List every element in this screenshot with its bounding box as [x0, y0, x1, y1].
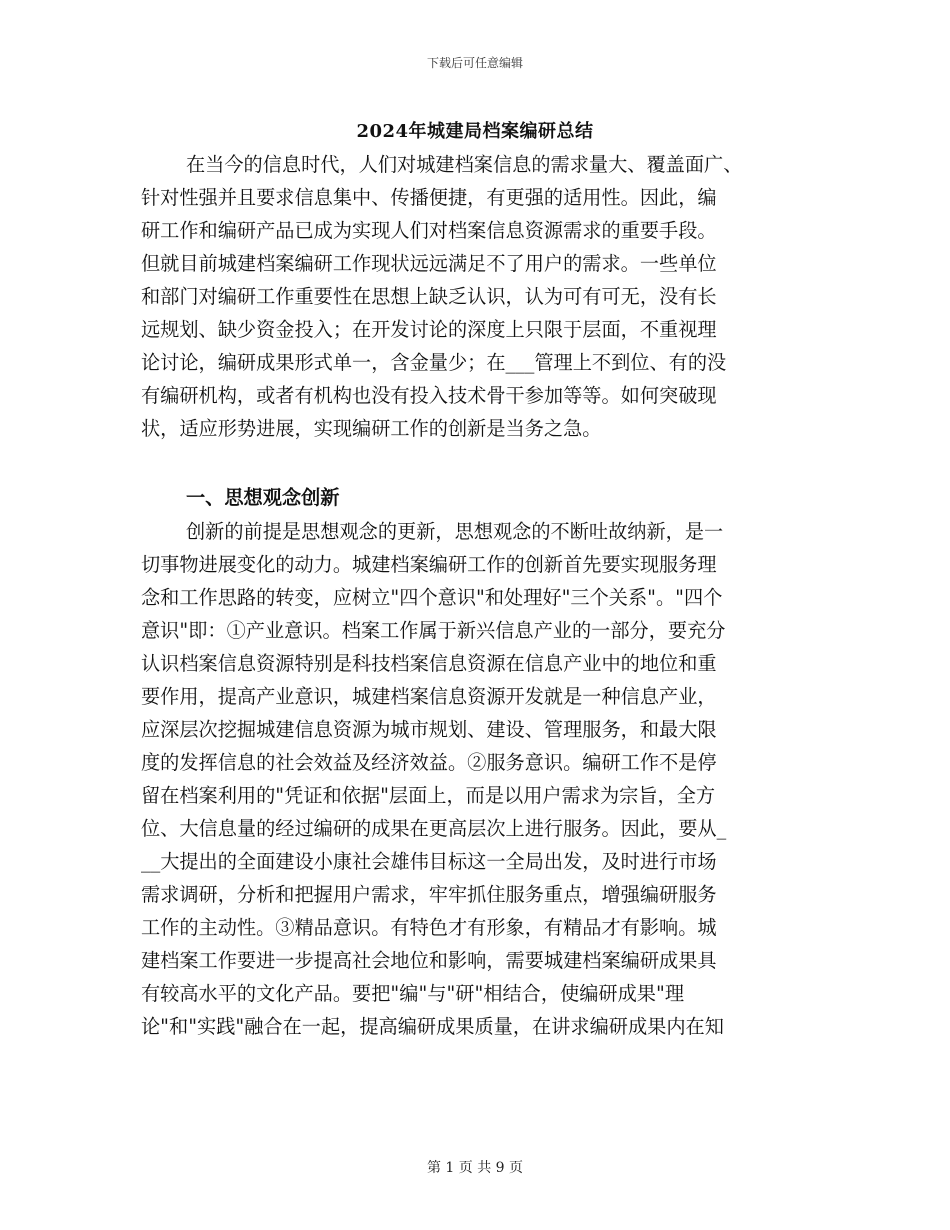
paragraph-line: 念和工作思路的转变，应树立"四个意识"和处理好"三个关系"。"四个 — [141, 586, 723, 609]
page-number-footer: 第 1 页 共 9 页 — [426, 1160, 524, 1176]
paragraph-line: __大提出的全面建设小康社会雄伟目标这一全局出发，及时进行市场 — [141, 850, 717, 873]
section-heading: 一、思想观念创新 — [186, 486, 340, 509]
paragraph-line: 切事物进展变化的动力。城建档案编研工作的创新首先要实现服务理 — [141, 553, 717, 576]
document-title: 2024年城建局档案编研总结 — [356, 121, 594, 142]
paragraph-line: 有较高水平的文化产品。要把"编"与"研"相结合，使编研成果"理 — [141, 982, 685, 1005]
paragraph-line: 度的发挥信息的社会效益及经济效益。②服务意识。编研工作不是停 — [141, 751, 717, 774]
paragraph-line: 但就目前城建档案编研工作现状远远满足不了用户的需求。一些单位 — [141, 252, 717, 275]
paragraph-line: 意识"即：①产业意识。档案工作属于新兴信息产业的一部分，要充分 — [141, 619, 726, 642]
paragraph-line: 工作的主动性。③精品意识。有特色才有形象，有精品才有影响。城 — [141, 916, 717, 939]
paragraph-line: 应深层次挖掘城建信息资源为城市规划、建设、管理服务，和最大限 — [141, 718, 717, 741]
paragraph-line: 和部门对编研工作重要性在思想上缺乏认识，认为可有可无，没有长 — [141, 285, 717, 308]
paragraph-line: 创新的前提是思想观念的更新，思想观念的不断吐故纳新，是一 — [186, 520, 724, 543]
paragraph-line: 远规划、缺少资金投入；在开发讨论的深度上只限于层面，不重视理 — [141, 318, 717, 341]
paragraph-line: 建档案工作要进一步提高社会地位和影响，需要城建档案编研成果具 — [141, 949, 717, 972]
paragraph-line: 状，适应形势进展，实现编研工作的创新是当务之急。 — [141, 417, 602, 440]
paragraph-line: 留在档案利用的"凭证和依据"层面上，而是以用户需求为宗旨，全方 — [141, 784, 716, 807]
header-note: 下载后可任意编辑 — [426, 56, 523, 70]
paragraph-line: 论"和"实践"融合在一起，提高编研成果质量，在讲求编研成果内在知 — [141, 1015, 724, 1038]
paragraph-line: 要作用，提高产业意识，城建档案信息资源开发就是一种信息产业， — [141, 685, 717, 708]
paragraph-line: 针对性强并且要求信息集中、传播便捷，有更强的适用性。因此，编 — [141, 186, 717, 209]
paragraph-line: 有编研机构，或者有机构也没有投入技术骨干参加等等。如何突破现 — [141, 384, 717, 407]
paragraph-line: 认识档案信息资源特别是科技档案信息资源在信息产业中的地位和重 — [141, 652, 717, 675]
paragraph-line: 论讨论，编研成果形式单一，含金量少；在___管理上不到位、有的没 — [141, 351, 727, 374]
paragraph-line: 需求调研，分析和把握用户需求，牢牢抓住服务重点，增强编研服务 — [141, 883, 717, 906]
paragraph-line: 研工作和编研产品已成为实现人们对档案信息资源需求的重要手段。 — [141, 219, 717, 242]
paragraph-line: 位、大信息量的经过编研的成果在更高层次上进行服务。因此，要从_ — [141, 817, 727, 840]
paragraph-line: 在当今的信息时代，人们对城建档案信息的需求量大、覆盖面广、 — [186, 153, 743, 176]
